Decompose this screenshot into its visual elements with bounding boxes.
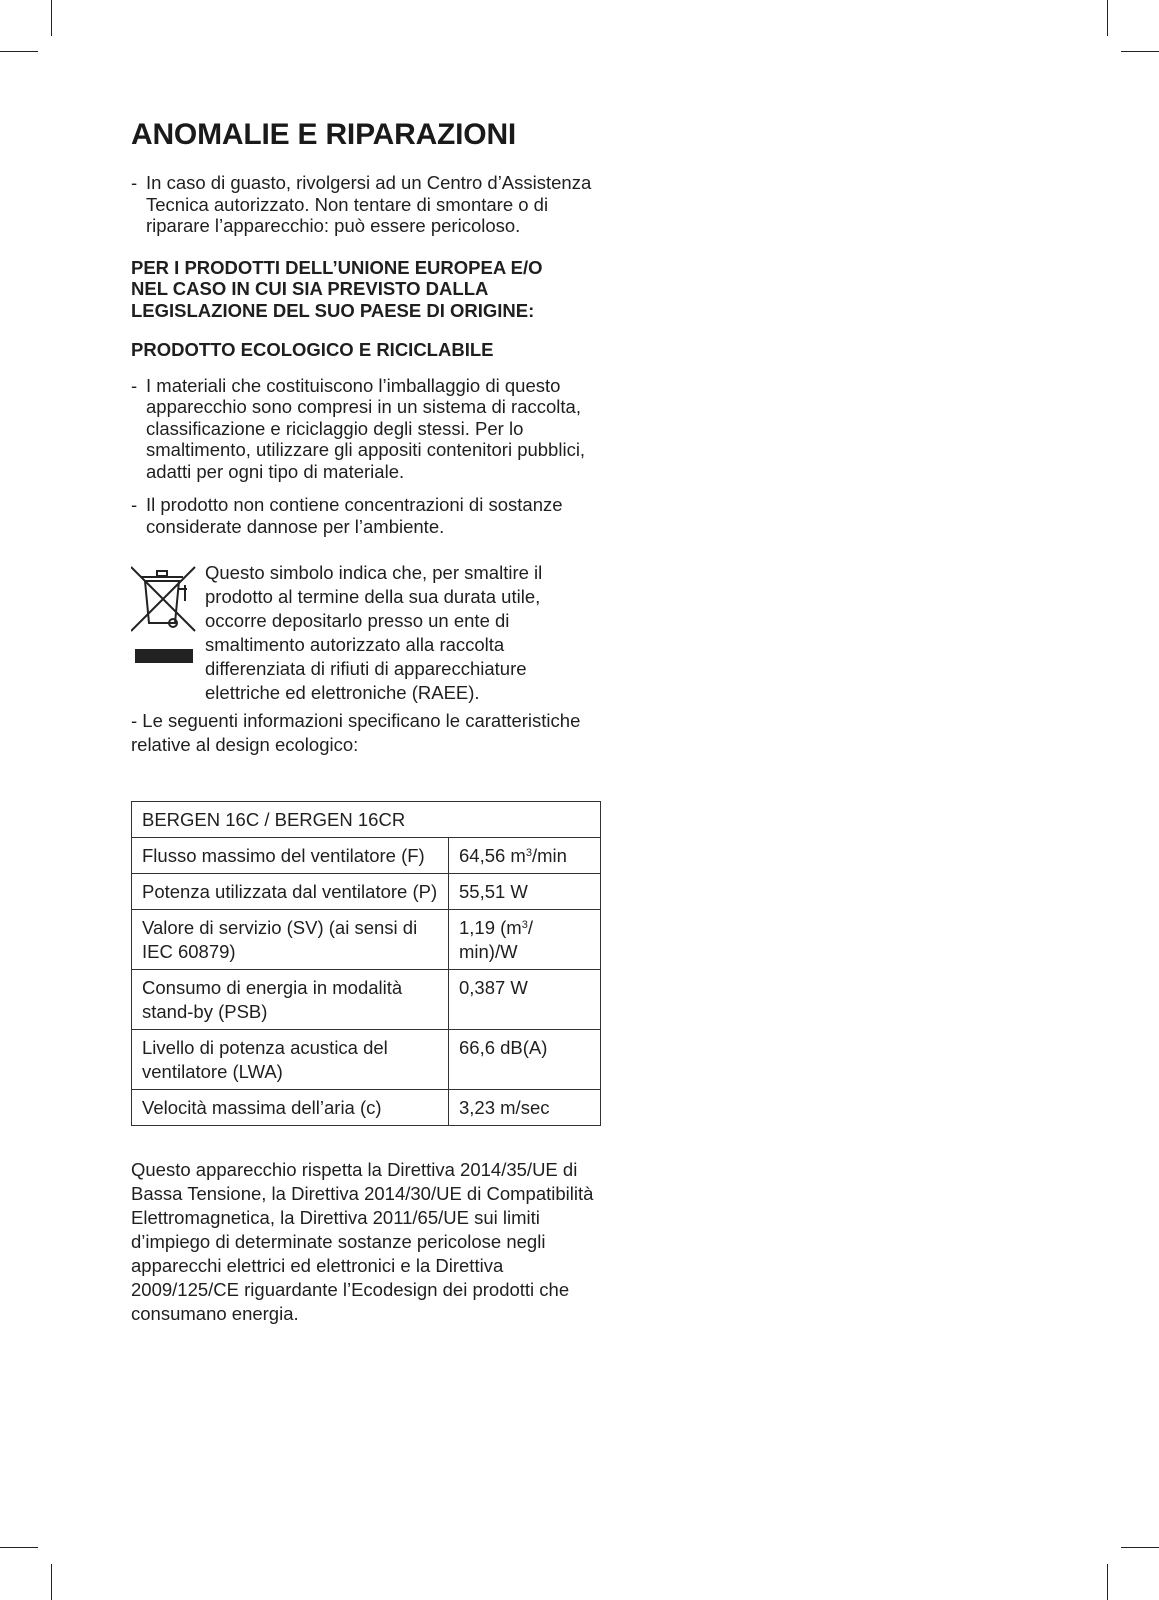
weee-section (131, 561, 601, 705)
table-row (132, 970, 601, 1030)
table-cell-label: Consumo di energia in modalità stand-by (PSB) (132, 970, 449, 1030)
crop-mark (1121, 1547, 1159, 1548)
crop-mark (51, 1564, 52, 1600)
list-item (131, 375, 601, 483)
compliance-text: Questo apparecchio rispetta la Direttiva 2014/35/UE di Bassa Tensione, la Direttiva 2014/30/UE di Compatibilità Elettromagnetica, la Direttiva 2011/65/UE sui limiti d’impiego di determinate sostanze pericolose negli apparecchi elettrici ed elettronici e la Direttiva 2009/125/CE riguardante l’Ecodesign dei prodotti che consumano energia. (131, 1159, 594, 1324)
eu-heading: PER I PRODOTTI DELL’UNIONE EUROPEA E/O NEL CASO IN CUI SIA PREVISTO DALLA LEGISLAZIONE DEL SUO PAESE DI ORIGINE: (131, 256, 543, 321)
crop-mark (51, 0, 52, 36)
eco-item-text: Il prodotto non contiene concentrazioni di sostanze considerate dannose per l’ambiente. (146, 494, 563, 537)
crop-mark (0, 51, 38, 52)
table-cell-label: Livello di potenza acustica del ventilatore (LWA) (132, 1030, 449, 1090)
page-title: ANOMALIE E RIPARAZIONI (131, 118, 517, 151)
table-row (132, 1090, 601, 1126)
crossed-out-wheelie-bin-icon (131, 561, 205, 705)
crop-mark (0, 1547, 38, 1548)
table-cell-label: Velocità massima dell’aria (c) (132, 1090, 449, 1126)
table-row (132, 838, 601, 874)
table-cell-label: Valore di servizio (SV) (ai sensi di IEC 60879) (132, 910, 449, 970)
bullet-dash: - (131, 494, 138, 515)
crop-mark (1121, 51, 1159, 52)
table-row (132, 1030, 601, 1090)
bullet-dash: - (131, 172, 138, 193)
list-item (131, 172, 601, 237)
table-row (132, 874, 601, 910)
crop-mark (1107, 0, 1108, 36)
repair-text: In caso di guasto, rivolgersi ad un Centro d’Assistenza Tecnica autorizzato. Non tentare di smontare o di riparare l’apparecchio: può essere pericoloso. (146, 172, 592, 236)
weee-text: Questo simbolo indica che, per smaltire il prodotto al termine della sua durata utile, occorre depositarlo presso un ente di smaltimento autorizzato alla raccolta differenziata di rifiuti di apparecchiature elettriche ed elettroniche (RAEE). (205, 562, 543, 703)
table-cell-value: 64,56 $m^3/\min$ (449, 838, 601, 874)
crop-mark (1107, 1564, 1108, 1600)
table-header-row (132, 802, 601, 838)
table-header: BERGEN 16C / BERGEN 16CR (132, 802, 601, 838)
table-cell-label: Flusso massimo del ventilatore (F) (132, 838, 449, 874)
eco-heading: PRODOTTO ECOLOGICO E RICICLABILE (131, 339, 494, 360)
table-cell-value: 55,51 W (449, 874, 601, 910)
table-cell-value: 1,19 ($m^3/$ min)/W (449, 910, 601, 970)
ecodesign-table (131, 801, 601, 1126)
table-cell-label: Potenza utilizzata dal ventilatore (P) (132, 874, 449, 910)
ecodesign-intro: - Le seguenti informazioni specificano le caratteristiche relative al design ecologico: (131, 710, 581, 755)
bullet-dash: - (131, 374, 138, 396)
table-row (132, 910, 601, 970)
table-cell-value: 66,6 dB(A) (449, 1030, 601, 1090)
list-item (131, 494, 601, 537)
eco-item-text: I materiali che costituiscono l’imballaggio di questo apparecchio sono compresi in un sistema di raccolta, classificazione e riciclaggio degli stessi. Per lo smaltimento, utilizzare gli appositi contenitori pubblici, adatti per ogni tipo di materiale. (146, 374, 586, 482)
table-cell-value: 0,387 W (449, 970, 601, 1030)
table-cell-value: 3,23 m/sec (449, 1090, 601, 1126)
page-content (131, 118, 601, 1326)
